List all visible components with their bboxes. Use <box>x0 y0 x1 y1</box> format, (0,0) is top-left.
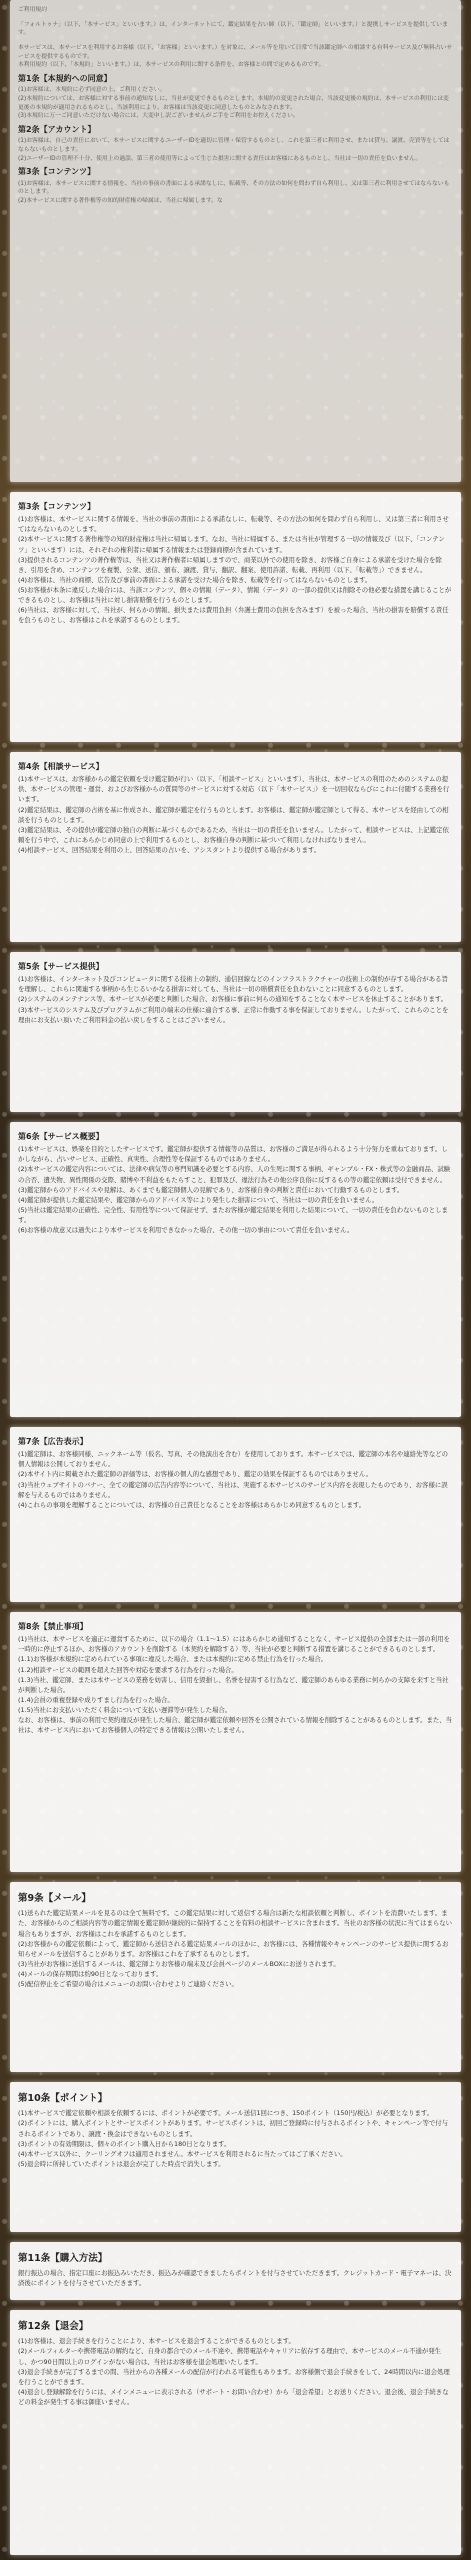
section-title: 第3条【コンテンツ】 <box>18 167 96 177</box>
section-title: 第1条【本規約への同意】 <box>18 74 112 84</box>
section-title: 第11条【購入方法】 <box>18 2253 108 2264</box>
section-paragraph: (1.1)お客様が本規約に定められている事項に違反した場合、または本規約に定める禁止行為を行った場合。 <box>18 1655 328 1664</box>
section-paragraph: (3)本サービスのシステム及びプログラムがご利用の端末の仕様に適合する事、正常に作動する事を保証しておりません。したがって、これらのことを理由にお支払い頂いたご利用料金の払い戻しをすることはございません。 <box>18 1005 449 1024</box>
intro-panel <box>10 0 461 482</box>
section-paragraph: (2)本サイト内に掲載された鑑定師の評価等は、お客様の個人的な感想であり、鑑定の効果を保証するものではありません。 <box>18 1470 373 1479</box>
section-title: 第4条【相談サービス】 <box>18 762 104 771</box>
section-title: 第5条【サービス提供】 <box>18 962 104 971</box>
section-paragraph: (1.5)当社にお支払いいただく料金について支払い遅滞等が発生した場合。 <box>18 1705 232 1714</box>
section-paragraph: (4)退会し登録解除を行うには、メインメニューに表示される（サポート・お問い合わせ）から「退会希望」とお送りください。退会後、退会手続きなどの料金が発生する事は御座いません。 <box>18 2387 449 2406</box>
section-paragraph: 銀行振込の場合、指定口座にお振込みいただき、振込みが確認できましたらポイントを付与させていただきます。クレジットカード・電子マネーは、決済後にポイントを付与させていただきます。 <box>18 2269 452 2288</box>
section-paragraph: (2)鑑定結果は、鑑定師の占術を基に作成され、鑑定師が鑑定を行うものとします。お客様は、鑑定師が鑑定師として得る、本サービスを経由しての相談を行うものとします。 <box>18 805 449 824</box>
section-paragraph: (1)お客様は、退会手続きを行うことにより、本サービスを退会することができるものとします。 <box>18 2337 295 2346</box>
section-paragraph: (6)お客様の故意又は過失により本サービスを利用できなかった場合、その他一切の事由について責任を負いません。 <box>18 1226 354 1235</box>
section-paragraph: (2)ポイントには、購入ポイントとサービスポイントがあります。サービスポイントは、初回ご登録時に付与されるポイントや、キャンペーン等で付与されるポイントであり、譲渡・換金はできないものとします。 <box>18 2119 449 2138</box>
section-12-panel <box>10 2310 461 2555</box>
section-title: 第7条【広告表示】 <box>18 1437 88 1446</box>
section-paragraph: (2)本サービスに関する著作権等の知的財産権は当社に帰属します。なお、当社に帰属する、または当社が管理する一切の情報及び（以下、「コンテンツ」といいます）には、それぞれの権利者に帰属する情報または登録商標が含まれています。 <box>18 535 445 554</box>
section-paragraph: (5)配信停止をご希望の場合はメニューのお問い合わせよりご連絡ください。 <box>18 1980 238 1989</box>
section-paragraph: (4)これらの事項を理解することについては、お客様の自己責任となることをお客様はあらかじめ同意するものとします。 <box>18 1500 366 1509</box>
intro-paragraph: 本サービスは、本サービスを利用するお客様（以下、「お客様」といいます。）を対象に、メール等を用いて日常で当該鑑定師への相談する有料サービス及び無料占いサービスを提供するものです。 <box>18 45 453 60</box>
section-paragraph: (1.4)会員の重複登録や成りすまし行為を行った場合。 <box>18 1695 174 1704</box>
section-paragraph: (1.3)当社、鑑定師、または本サービスの業務を妨害し、信用を毀損し、名誉を侵害する行為など、鑑定師のあらゆる業務に何らかの支障を来すと当社が判断した場合。 <box>18 1675 449 1694</box>
section-paragraph: (1)お客様は、自己の責任において、本サービスに関するユーザーIDを適切に管理・保管するものとし、これを第三者に利用させ、または貸与、譲渡、売買等をしてはならないものとします。 <box>18 138 450 153</box>
section-paragraph: (3)ポイントの有効期限は、個々のポイント購入日から180日となります。 <box>18 2139 231 2148</box>
section-paragraph: (1)お客様は、インターネット及びコンピュータに関する技術上の制約、通信回線などのインフラストラクチャーの技術上の制約が存する場合がある旨を理解し、これらに関連する事柄から生じるいかなる損害に対しても、当社は一切の賠償責任を負わないことに同意するものとします。 <box>18 975 448 994</box>
section-8-panel <box>10 1612 461 1872</box>
section-paragraph: (3)当社ウェブサイトのバナー、全ての鑑定師の広告内容等について、当社は、実施する本サービスのサービス内容を表現したものであり、お客様に誤解を与えるものではありません。 <box>18 1480 448 1499</box>
section-paragraph: (6)当社は、お客様に対して、当社が、何らかの情報、損失または費用負担（弁護士費用の負担を含みます）を被った場合、当社の損害を賠償する責任を負うものとし、お客様はこれを承諾するものとします。 <box>18 606 449 625</box>
section-paragraph: (2)本規約については、お客様に対する事前の通知なしに、当社が変更できるものとします。本規約の変更された場合、当該変更後の規約は、本サービスの利用には変更後の本規約が適用されるものとし、当該利用により、お客様は当該変更に同意したものとみなされます。 <box>18 96 449 111</box>
section-title: 第10条【ポイント】 <box>18 2093 108 2104</box>
section-paragraph: (4)相談サービス、回答結果を利用の上、回答結果の占いを、アシスタントより提供する場合があります。 <box>18 845 321 854</box>
section-6-panel <box>10 1122 461 1417</box>
section-paragraph: (1)鑑定師は、お客様同様、ニックネーム等（仮名、写真、その他演出を含む）を使用しております。本サービスでは、鑑定師の本名や連絡先等などの個人情報は公開しておりません。 <box>18 1450 448 1469</box>
section-paragraph: (1)当社は、本サービスを適正に運営するために、以下の場合（1.1〜1.5）にはあらかじめ通知することなく、サービス提供の全部または一部の利用を一時的に停止するほか、お客様のアカウントを削除する（本契約を解除する）等、当社が必要と判断する措置を講じることができるものとします。 <box>18 1635 450 1654</box>
section-paragraph: (1)本サービスは、お客様からの鑑定依頼を受け鑑定師が行い（以下、「相談サービス」といいます）、当社は、本サービスの利用のためのシステムの提供、本サービスの管理・運営、およびお客様からの質問等のサービスに対する対応（以下「本サービス」）を一切回収ならびにこれに付随する業務を行います。 <box>18 775 450 804</box>
section-paragraph: (2)本サービスの鑑定内容については、法律や病気等の専門知識を必要とする内容、人の生死に関する事柄、ギャンブル・FX・株式等の金融商品、試験の合否、遺失物、異性関係の交際、賭博や不利益をもたらすこと、犯罪及び、違法行為その他公序良俗に反するもの等の鑑定依頼は受付できません。 <box>18 1165 451 1184</box>
section-paragraph: (1)お客様は、本サービスに関する情報を、当社の事前の書面による承諾なしに、転載等、その方法の如何を問わず自ら利用し、又は第三者に利用させてはならないものとします。 <box>18 515 449 534</box>
section-paragraph: (1)本サービスは、娯楽を目的としたサービスです。鑑定師が提供する情報等の品質は、お客様のご満足が得られるよう十分努力を重ねております。しかしながら、占いサービス、正確性、真実性、合理性等を保証するものではありません。 <box>18 1145 448 1164</box>
section-paragraph: (1.2)相談サービスの範囲を超えた回答や対応を要求する行為を行った場合。 <box>18 1665 238 1674</box>
section-paragraph: (4)メールの保存期間は約90日となっております。 <box>18 1969 163 1978</box>
section-paragraph: (2)本サービスに関する著作権等の知的財産権の帰属は、当社に帰属します。な <box>18 197 223 204</box>
section-paragraph: (1)送られた鑑定結果メールを見るのは全て無料です。この鑑定結果に対して返信する場合は新たな相談依頼と判断し、ポイントを消費いたします。また、お客様からのご相談内容等の鑑定情報を鑑定師が継続的に保持することを有料の相談サービスに含まれます。当社のお客様の状況に当てはまらない場合もありますが、お客様はこれを承諾するものとします。 <box>18 1909 453 1938</box>
section-title: 第12条【退会】 <box>18 2321 89 2332</box>
section-paragraph: (4)鑑定師が提供した鑑定結果や、鑑定師からのアドバイス等により発生した損害について、当社は一切の責任を負いません。 <box>18 1195 379 1204</box>
section-3-panel <box>10 492 461 742</box>
section-paragraph: (2)メールフィルターや携帯電話の解約など、自身の都合でのメール不達や、携帯電話やキャリアに依存する理由で、本サービスのメール不通が発生し、かつ90日間以上のログインがない場合は、当社はお客様を退会処理いたします。 <box>18 2347 442 2366</box>
intro-paragraph: 本利用規約（以下、「本規約」といいます。）は、本サービスの利用に関する条件を、お客様との間で定めるものです。 <box>18 62 325 69</box>
section-title: 第8条【禁止事項】 <box>18 1622 88 1631</box>
section-title: 第2条【アカウント】 <box>18 125 96 135</box>
section-10-panel <box>10 2082 461 2232</box>
section-paragraph: (3)退会手続きが完了するまでの間、当社からの各種メールの配信が行われる可能性もあります。お客様側で退会手続きをして、24時間以内に退会処理を行うことができます。 <box>18 2367 450 2386</box>
section-paragraph: (3)当社がお客様に送信するメールは、鑑定師よりお客様の端末及び会員ページのメールBOXにお送りされます。 <box>18 1959 340 1968</box>
section-7-panel <box>10 1427 461 1602</box>
section-paragraph: (3)鑑定結果は、その提供が鑑定師の独自の判断に基づくものであるため、当社は一切の責任を負いません。したがって、相談サービスは、上記鑑定依頼を行う中で、これにあらかじめ同意の上で利用するものとし、お客様自身の判断に基づいて利用しなければなりません。 <box>18 825 449 844</box>
section-paragraph: (4)お客様は、当社の商標、広告及び事前の書面による承諾を受けた場合を除き、転載等を行ってはならないものとします。 <box>18 575 372 584</box>
section-paragraph: (4)本サービス以外に、クーリングオフは適用されません。本サービスを利用されるに当たってはご了承ください。 <box>18 2149 347 2158</box>
section-paragraph: (2)お客様からの鑑定依頼によって、鑑定師から送信される鑑定結果メールのほかに、お客様には、各種情報やキャンペーンのサービス提供に関するお知らせメールを送信することがあります。お客様はこれを了承するものとします。 <box>18 1939 449 1958</box>
section-paragraph: (1)お客様は、本サービスに関する情報を、当社の事前の書面による承諾なしに、転載等、その方法の如何を問わず自ら利用し、又は第三者に利用させてはならないものとします。 <box>18 180 450 196</box>
section-9-panel <box>10 1882 461 2072</box>
section-4-panel <box>10 752 461 942</box>
intro-paragraph: 「フォルトゥナ」（以下、「本サービス」といいます。）は、インターネットにて、鑑定結果を占い師（以下、「鑑定師」といいます。）と提携しサービスを提供しています。 <box>18 21 448 37</box>
section-11-panel <box>10 2242 461 2300</box>
section-paragraph: (3)鑑定師からのアドバイスや見解は、あくまでも鑑定師個人の見解であり、お客様自身の判断と責任において行動するものとします。 <box>18 1185 404 1194</box>
section-title: 第3条【コンテンツ】 <box>18 502 96 511</box>
section-title: 第6条【サービス概要】 <box>18 1132 104 1141</box>
section-paragraph: (5)お客様が本条に違反した場合には、当該コンテンツ、個々の情報（データ）、情報（データ）の一部の提供又は削除その他必要な措置を講じることができるものとし、お客様は当社に対し損害賠償を行うものとします。 <box>18 585 452 605</box>
section-5-panel <box>10 952 461 1112</box>
section-paragraph: (2)ユーザーIDの管理不十分、使用上の過誤、第三者の使用等によって生じた損害に関する責任はお客様にあるものとし、当社は一切の責任を負いません。 <box>18 155 422 162</box>
terms-top-label: ご利用規約 <box>18 7 47 13</box>
section-paragraph: (5)退会時に所持していたポイントは退会が完了した時点で消失します。 <box>18 2159 225 2168</box>
section-paragraph: (3)本規約に万一ご同意いただけない場合には、大変申し訳ございませんがご手をご利用をお控えください。 <box>18 113 299 120</box>
section-title: 第9条【メール】 <box>18 1893 91 1904</box>
section-paragraph: (5)当社は鑑定結果の正確性、完全性、有用性等について保証せず、またお客様が鑑定結果を利用した結果について、一切の責任を負わないものとします。 <box>18 1205 448 1224</box>
section-paragraph: (1)本サービスで鑑定依頼や相談を依頼するには、ポイントが必要です。メール送信1回につき、150ポイント（150円/税込）が必要となります。 <box>18 2109 434 2118</box>
section-paragraph: (2)システムのメンテナンス等、本サービスが必要と判断した場合、お客様に事前に何らの通知をすることなく本サービスを休止することがあります。 <box>18 995 448 1004</box>
section-paragraph: なお、お客様は、事前の利用で契約違反が発生した場合、鑑定師が鑑定依頼や回答を公開されている情報を削除することがあるものとします。また、当社は、本サービス内においてお客様個人の特定できる情報は公開いたしません。 <box>18 1716 453 1735</box>
section-paragraph: (1)お客様は、本規約に必ず同意の上、ご利用ください。 <box>18 87 166 94</box>
section-paragraph: (3)提供されるコンテンツの著作権等は、当社又は著作権者に帰属しますので、商業以外での使用を除き、お客様ご自身による承諾を受けた場合を除き、引用を含め、コンテンツを複製、公衆、送信、頒布、譲渡、貸与、翻訳、翻案、使用許諾、転載、再利用（以下、「転載等」）できません。 <box>18 555 442 574</box>
